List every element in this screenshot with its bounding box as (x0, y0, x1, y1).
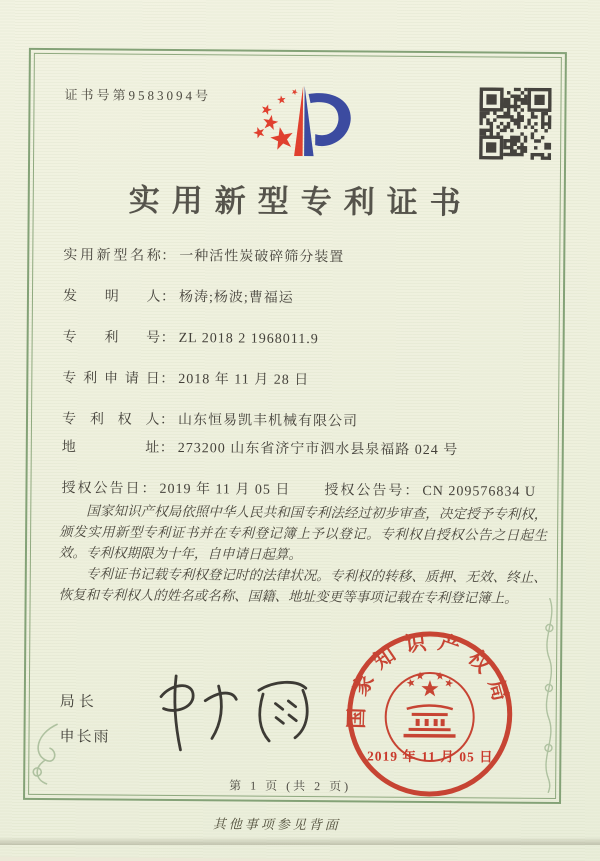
page-number: 第 1 页 (共 2 页) (229, 778, 352, 794)
colon: ： (159, 440, 174, 457)
field-value: 一种活性炭破碎筛分装置 (179, 249, 345, 266)
field-value: 杨涛;杨波;曹福运 (178, 290, 294, 306)
field-label: 专利权人 (61, 412, 161, 428)
grant-number (324, 481, 536, 503)
director-name: 申长雨 (59, 729, 111, 746)
field-label: 授权公告号 (324, 483, 405, 499)
field-label: 发明人 (62, 289, 162, 305)
colon: ： (160, 289, 176, 306)
director-title: 局长 (59, 694, 98, 711)
field-label: 实用新型名称 (63, 248, 162, 264)
colon: ： (141, 481, 156, 497)
field-row-patent-no (63, 328, 541, 352)
field-list (61, 246, 541, 503)
cnipa-patent-logo-icon (242, 78, 368, 179)
scan-shadow (0, 837, 600, 845)
legal-paragraph-1: 国家知识产权局依照中华人民共和国专利法经过初步审查，决定授予专利权，颁发实用新型专利证书并在专利登记簿上予以登记。专利权自授权公告之日起生效。专利权期限为十年，自申请日起算。 (58, 503, 548, 563)
colon: ： (160, 371, 175, 388)
back-side-note: 其他事项参见背面 (212, 816, 341, 833)
field-value: 2019 年 11 月 05 日 (159, 481, 291, 498)
floral-ornament-icon (25, 720, 66, 791)
field-value: 2018 年 11 月 28 日 (178, 372, 310, 389)
director-signature (147, 663, 318, 759)
field-label: 专利号 (62, 330, 161, 346)
field-row-name (63, 246, 541, 270)
field-label: 授权公告日 (61, 481, 142, 497)
field-label: 地址 (61, 440, 160, 456)
grant-date (61, 479, 290, 501)
field-row-inventors (63, 287, 541, 311)
colon: ： (159, 412, 175, 429)
legal-text (59, 500, 548, 609)
legal-paragraph-2: 专利证书记载专利权登记时的法律状况。专利权的转移、质押、无效、终止、恢复和专利权人的姓名或名称、国籍、地址变更等事项记载在专利登记簿上。 (58, 566, 547, 606)
seal-text: 国家知识产权局 (344, 629, 516, 730)
qr-code (479, 87, 552, 160)
seal-date: 2019 年 11 月 05 日 (366, 748, 494, 765)
lace-ornament-icon (535, 598, 563, 798)
field-row-patentee (62, 410, 540, 434)
field-row-grant (61, 479, 539, 503)
field-row-filing-date (62, 369, 540, 393)
field-value: CN 209576834 U (422, 483, 537, 500)
certificate-title: 实用新型专利证书 (128, 182, 473, 221)
colon: ： (404, 483, 419, 499)
director-block (59, 690, 110, 746)
official-seal (342, 626, 517, 801)
field-value: ZL 2018 2 1968011.9 (178, 331, 319, 348)
field-label: 专利申请日 (62, 371, 161, 387)
colon: ： (160, 330, 175, 347)
field-row-address (62, 438, 540, 462)
field-value: 273200 山东省济宁市泗水县泉福路 024 号 (177, 441, 459, 459)
colon: ： (161, 248, 176, 265)
certificate-number: 证书号第9583094号 (64, 87, 212, 104)
field-value: 山东恒易凯丰机械有限公司 (177, 413, 359, 430)
